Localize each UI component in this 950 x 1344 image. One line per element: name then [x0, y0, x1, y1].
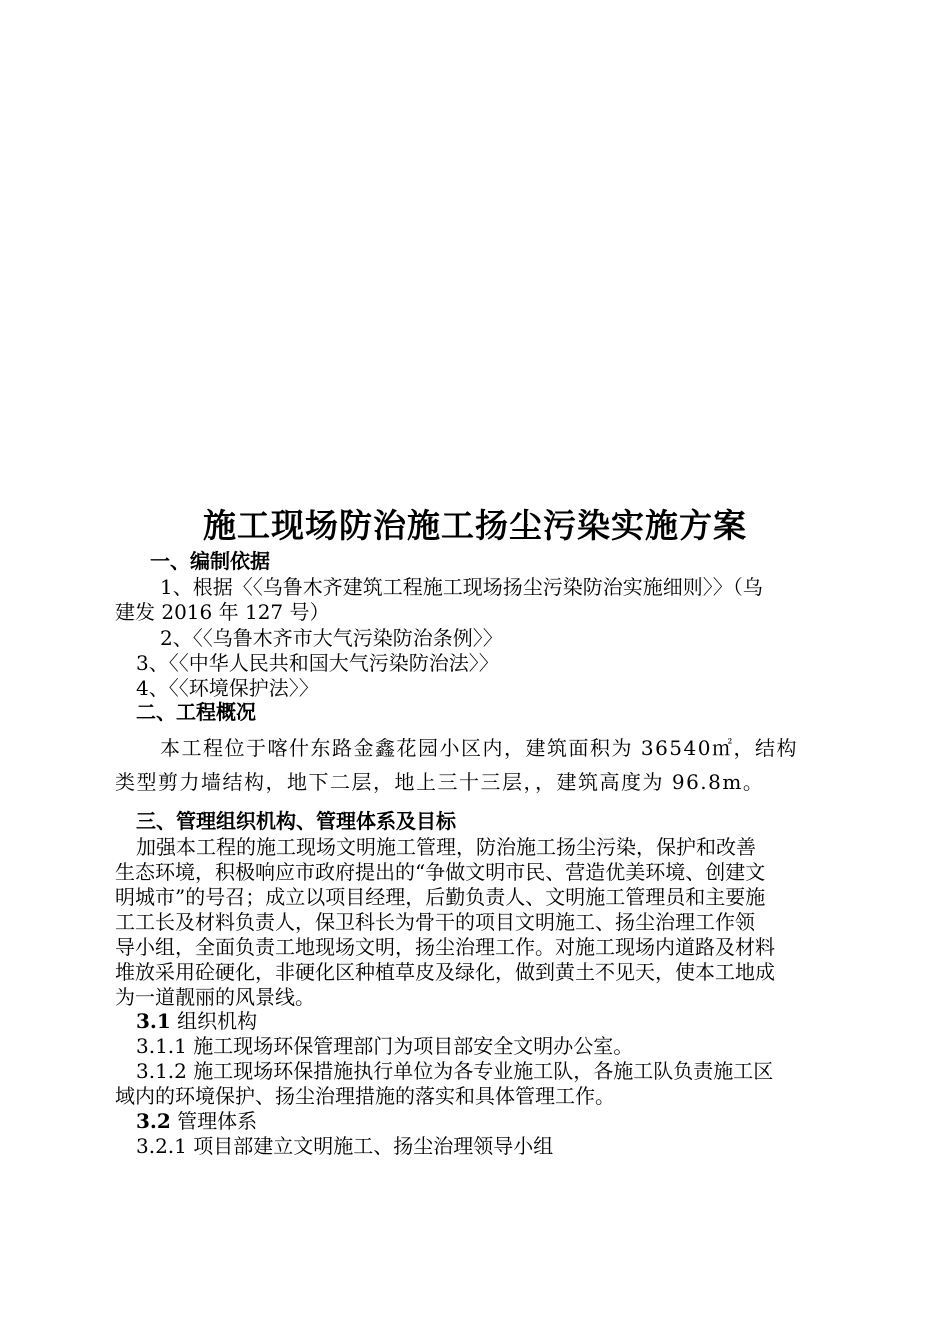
management-para-line-2: 生态环境，积极响应市政府提出的“争做文明市民、营造优美环境、创建文: [115, 860, 766, 884]
section-heading-basis: 一、编制依据: [150, 549, 270, 573]
subsection-3-1-2-line-1: 3.1.2 施工现场环保措施执行单位为各专业施工队，各施工队负责施工区: [136, 1059, 774, 1083]
basis-item-4: 4、〈〈环境保护法〉〉: [136, 676, 319, 700]
section-heading-overview: 二、工程概况: [136, 700, 256, 724]
section-heading-management: 三、管理组织机构、管理体系及目标: [136, 809, 456, 833]
management-para-line-6: 堆放采用砼硬化，非硬化区种植草皮及绿化，做到黄土不见天，使本工地成: [115, 960, 775, 984]
subsection-3-1-label: 组织机构: [170, 1009, 258, 1033]
basis-item-1-line-2: 建发 2016 年 127 号）: [115, 600, 330, 624]
subsection-3-2-label: 管理体系: [170, 1109, 258, 1133]
subsection-3-2-number: 3.2: [136, 1109, 171, 1133]
subsection-3-1-number: 3.1: [136, 1009, 171, 1033]
management-para-line-7: 为一道靓丽的风景线。: [115, 985, 315, 1009]
subsection-3-1: [136, 1008, 856, 1034]
basis-item-3: 3、〈〈中华人民共和国大气污染防治法〉〉: [136, 651, 499, 675]
subsection-3-1-2-line-2: 域内的环境保护、扬尘治理措施的落实和具体管理工作。: [115, 1084, 615, 1108]
management-para-line-1: 加强本工程的施工现场文明施工管理，防治施工扬尘污染，保护和改善: [136, 835, 756, 859]
subsection-3-2: [136, 1108, 856, 1134]
management-para-line-4: 工工长及材料负责人，保卫科长为骨干的项目文明施工、扬尘治理工作领: [115, 910, 755, 934]
overview-line-2: 类型剪力墙结构，地下二层，地上三十三层，，建筑高度为 96.8m。: [115, 770, 765, 794]
basis-item-2: 2、〈〈乌鲁木齐市大气污染防治条例〉〉: [160, 626, 503, 650]
basis-item-1-line-1: 1、根据〈〈乌鲁木齐建筑工程施工现场扬尘污染防治实施细则〉〉（乌: [160, 575, 763, 599]
management-para-line-5: 导小组，全面负责工地现场文明，扬尘治理工作。对施工现场内道路及材料: [115, 935, 775, 959]
subsection-3-2-1: 3.2.1 项目部建立文明施工、扬尘治理领导小组: [136, 1134, 554, 1158]
overview-line-1: 本工程位于喀什东路金鑫花园小区内，建筑面积为 36540㎡，结构: [160, 736, 798, 760]
management-para-line-3: 明城市”的号召；成立以项目经理，后勤负责人、文明施工管理员和主要施: [115, 885, 766, 909]
document-title: 施工现场防治施工扬尘污染实施方案: [203, 506, 747, 545]
subsection-3-1-1: 3.1.1 施工现场环保管理部门为项目部安全文明办公室。: [136, 1034, 634, 1058]
